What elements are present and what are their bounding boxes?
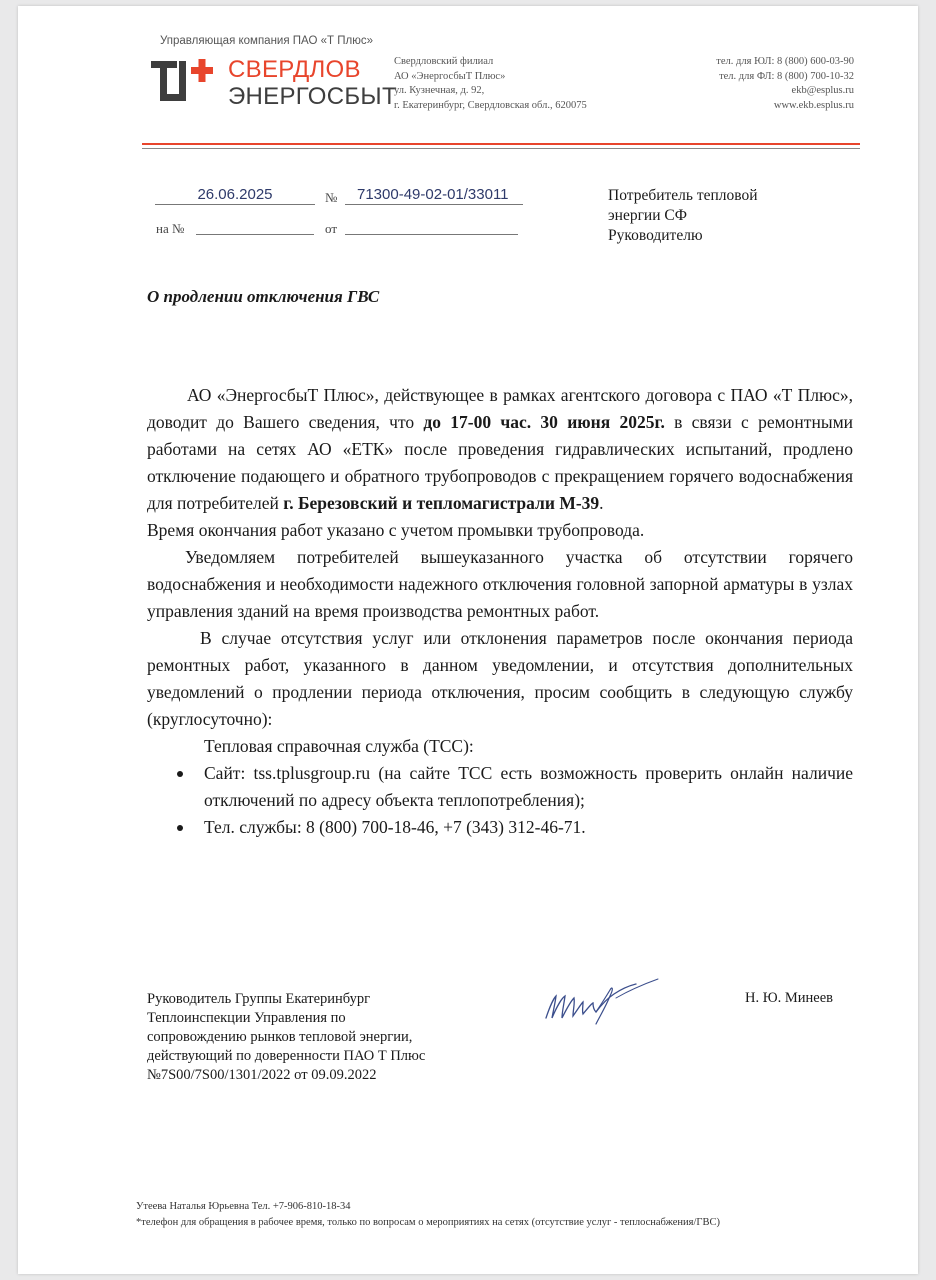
contact-info [716, 55, 854, 113]
branch-line: Свердловский филиал [394, 56, 494, 67]
outgoing-number: 71300-49-02-01/33011 [345, 186, 523, 205]
deadline: до 17-00 час. 30 июня 2025г. [423, 412, 665, 432]
t-plus-logo-icon [147, 53, 217, 107]
signer-line: №7S00/7S00/1301/2022 от 09.09.2022 [147, 1067, 377, 1083]
list-item-website: Сайт: tss.tplusgroup.ru (на сайте ТСС есть возможность проверить онлайн наличие отключений по адресу объекта теплопотребления); [147, 760, 853, 814]
list-item-phone: Тел. службы: 8 (800) 700-18-46, +7 (343) 312-46-71. [147, 814, 853, 841]
signer-line: Теплоинспекции Управления по [147, 1010, 346, 1026]
signer-line: действующий по доверенности ПАО Т Плюс [147, 1048, 426, 1064]
signer-name: Н. Ю. Минеев [745, 990, 834, 1006]
phone-legal: тел. для ЮЛ: 8 (800) 600-03-90 [716, 56, 854, 67]
paragraph-notice: АО «ЭнергосбыТ Плюс», действующее в рамках агентского договора с ПАО «Т Плюс», доводит до Вашего сведения, что до 17-00 час. 30 июня 2025г. в связи с ремонтными работами на сетях АО «ЕТК» после проведения гидравлических испытаний, продлено отключение подающего и обратного трубопроводов с прекращением горячего водоснабжения для потребителей г. Березовский и тепломагистрали М-39. [147, 385, 854, 513]
letter-body [147, 382, 853, 841]
branch-line: г. Екатеринбург, Свердловская обл., 620075 [394, 99, 587, 111]
signer-line: Руководитель Группы Екатеринбург [147, 991, 371, 1007]
paragraph-warning: Уведомляем потребителей вышеуказанного участка об отсутствии горячего водоснабжения и необходимости надежного отключения головной запорной арматуры в узлах управления зданий на время производства ремонтных работ. [147, 547, 853, 621]
phone-individual: тел. для ФЛ: 8 (800) 700-10-32 [719, 70, 854, 82]
affected-area: г. Березовский и тепломагистрали М-39 [283, 493, 600, 513]
branch-line: ул. Кузнечная, д. 92, [394, 85, 485, 96]
recipient-line: Потребитель тепловой [608, 187, 758, 204]
logo-line-2: ЭНЕРГОСБЫТ [228, 83, 397, 110]
branch-line: АО «ЭнергосбыТ Плюс» [394, 70, 506, 82]
parent-company-label: Управляющая компания ПАО «Т Плюс» [160, 35, 373, 47]
email: ekb@esplus.ru [791, 85, 854, 96]
from-label: от [325, 221, 338, 236]
branch-address [394, 55, 587, 113]
logo-line-1: СВЕРДЛОВ [228, 56, 361, 83]
signer-position [147, 990, 507, 1085]
number-label: № [325, 190, 338, 205]
reply-to-label: на № [156, 221, 185, 236]
company-logo-text [228, 56, 397, 110]
recipient-line: Руководителю [608, 227, 703, 244]
service-contacts-list [147, 760, 853, 841]
recipient-line: энергии СФ [608, 207, 687, 224]
service-title: Тепловая справочная служба (ТСС): [204, 736, 474, 756]
signer-line: сопровождению рынков тепловой энергии, [147, 1029, 413, 1045]
header-divider [142, 148, 860, 149]
outgoing-date: 26.06.2025 [155, 186, 315, 205]
paragraph-end-time: Время окончания работ указано с учетом промывки трубопровода. [147, 520, 645, 540]
reply-to-field-line [196, 234, 314, 235]
executor-info: Утеева Наталья Юрьевна Тел. +7-906-810-18-34 [136, 1201, 351, 1212]
recipient-block [608, 186, 758, 246]
footer-note: *телефон для обращения в рабочее время, только по вопросам о мероприятиях на сетях (отсутствие услуг - теплоснабжения/ГВС) [136, 1217, 720, 1228]
website: www.ekb.esplus.ru [773, 99, 854, 111]
paragraph-contact-request: В случае отсутствия услуг или отклонения параметров после окончания периода ремонтных работ, указанного в данном уведомлении, и отсутствия дополнительных уведомлений о продлении периода отключения, просим сообщить в следующую службу (круглосуточно): [147, 628, 853, 729]
letter-subject: О продлении отключения ГВС [147, 287, 380, 306]
header-divider-accent [142, 143, 860, 145]
from-field-line [345, 234, 518, 235]
handwritten-signature [540, 976, 665, 1036]
